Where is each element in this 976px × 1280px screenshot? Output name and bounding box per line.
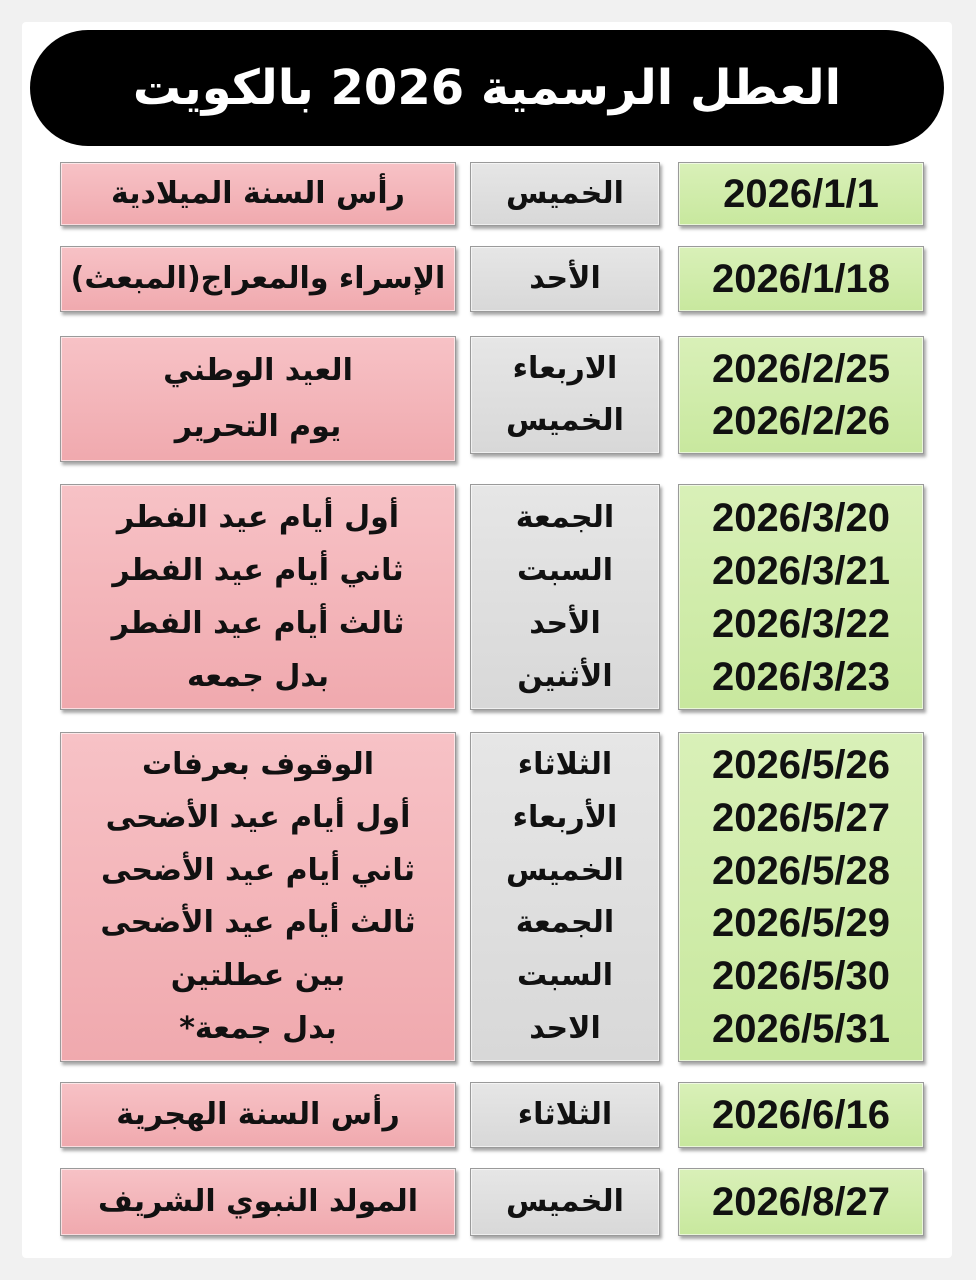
day-column bbox=[470, 732, 660, 1062]
day-column bbox=[470, 1082, 660, 1148]
holiday-name-cell: أول أيام عيد الفطر bbox=[116, 499, 400, 535]
day-column bbox=[470, 1168, 660, 1236]
date-cell: 2026/3/20 bbox=[712, 495, 890, 540]
holiday-name-cell: العيد الوطني bbox=[163, 353, 353, 388]
day-cell: الثلاثاء bbox=[517, 1097, 613, 1132]
holiday-name-cell: الوقوف بعرفات bbox=[141, 747, 375, 783]
holiday-name-column bbox=[60, 484, 456, 710]
holiday-name-column bbox=[60, 732, 456, 1062]
date-cell: 2026/1/18 bbox=[712, 257, 890, 301]
date-column bbox=[678, 1082, 924, 1148]
holiday-name-column bbox=[60, 162, 456, 226]
holiday-name-column bbox=[60, 246, 456, 312]
date-column bbox=[678, 1168, 924, 1236]
date-cell: 2026/6/16 bbox=[712, 1093, 890, 1137]
date-cell: 2026/5/29 bbox=[712, 901, 890, 946]
day-cell: الأحد bbox=[529, 261, 601, 296]
date-cell: 2026/2/26 bbox=[712, 399, 890, 443]
day-cell: الخميس bbox=[506, 1184, 624, 1219]
holiday-name-cell: أول أيام عيد الأضحى bbox=[105, 799, 411, 835]
holiday-name-cell: المولد النبوي الشريف bbox=[97, 1184, 419, 1219]
day-cell: الأثنين bbox=[517, 658, 613, 694]
day-cell: الاحد bbox=[529, 1010, 601, 1046]
day-cell: الأربعاء bbox=[512, 799, 618, 835]
day-cell: السبت bbox=[516, 552, 614, 588]
day-cell: الجمعة bbox=[515, 905, 615, 941]
day-cell: الخميس bbox=[506, 403, 624, 438]
date-column bbox=[678, 162, 924, 226]
day-cell: الخميس bbox=[506, 176, 624, 211]
holiday-name-column bbox=[60, 1168, 456, 1236]
date-cell: 2026/5/30 bbox=[712, 953, 890, 998]
page-title: العطل الرسمية 2026 بالكويت bbox=[30, 30, 944, 146]
day-cell: الأحد bbox=[529, 605, 601, 641]
date-cell: 2026/5/31 bbox=[712, 1006, 890, 1051]
holiday-name-cell: رأس السنة الهجرية bbox=[116, 1097, 400, 1132]
date-column bbox=[678, 336, 924, 454]
day-column bbox=[470, 246, 660, 312]
holiday-name-cell: بدل جمعة* bbox=[179, 1010, 337, 1046]
date-cell: 2026/3/22 bbox=[712, 601, 890, 646]
day-column bbox=[470, 162, 660, 226]
date-cell: 2026/3/23 bbox=[712, 654, 890, 699]
day-column bbox=[470, 484, 660, 710]
date-column bbox=[678, 732, 924, 1062]
day-cell: الاربعاء bbox=[512, 351, 618, 386]
day-cell: الخميس bbox=[506, 852, 624, 888]
day-cell: السبت bbox=[516, 957, 614, 993]
holiday-name-cell: ثاني أيام عيد الأضحى bbox=[101, 852, 415, 888]
day-column bbox=[470, 336, 660, 454]
holiday-name-cell: يوم التحرير bbox=[174, 409, 342, 444]
holiday-name-cell: الإسراء والمعراج(المبعث) bbox=[70, 261, 446, 296]
date-cell: 2026/8/27 bbox=[712, 1180, 890, 1224]
date-cell: 2026/5/28 bbox=[712, 848, 890, 893]
date-cell: 2026/5/27 bbox=[712, 795, 890, 840]
holiday-name-column bbox=[60, 1082, 456, 1148]
holiday-name-column bbox=[60, 336, 456, 462]
day-cell: الثلاثاء bbox=[517, 747, 613, 783]
day-cell: الجمعة bbox=[515, 499, 615, 535]
holiday-name-cell: ثالث أيام عيد الأضحى bbox=[100, 905, 416, 941]
holiday-name-cell: بدل جمعه bbox=[187, 658, 329, 694]
holiday-name-cell: ثاني أيام عيد الفطر bbox=[112, 552, 404, 588]
holiday-name-cell: رأس السنة الميلادية bbox=[111, 176, 405, 211]
holiday-name-cell: بين عطلتين bbox=[170, 957, 346, 993]
holiday-name-cell: ثالث أيام عيد الفطر bbox=[111, 605, 405, 641]
date-cell: 2026/1/1 bbox=[723, 172, 879, 216]
date-column bbox=[678, 484, 924, 710]
date-cell: 2026/5/26 bbox=[712, 743, 890, 788]
date-cell: 2026/3/21 bbox=[712, 548, 890, 593]
date-cell: 2026/2/25 bbox=[712, 347, 890, 391]
date-column bbox=[678, 246, 924, 312]
